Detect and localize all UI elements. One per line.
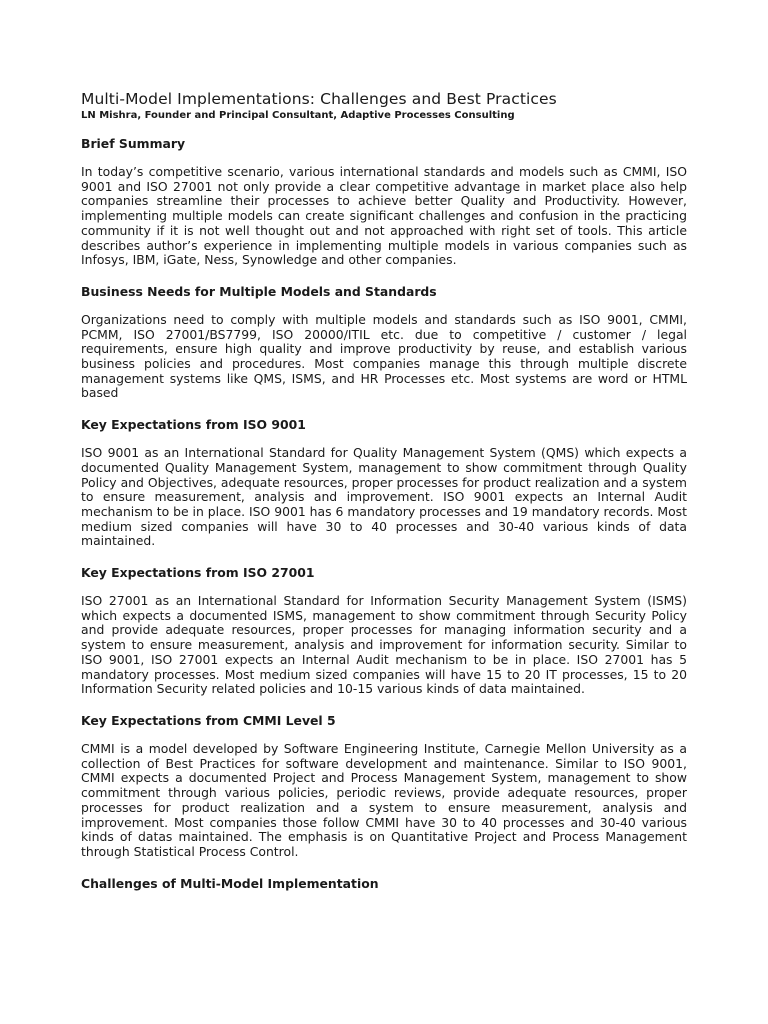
section-heading-challenges: Challenges of Multi-Model Implementation <box>81 875 379 891</box>
section-heading-iso-9001: Key Expectations from ISO 9001 <box>81 417 306 433</box>
author-line: LN Mishra, Founder and Principal Consultant, Adaptive Processes Consulting <box>81 110 515 121</box>
section-heading-cmmi-level-5: Key Expectations from CMMI Level 5 <box>81 712 336 728</box>
section-heading-business-needs: Business Needs for Multiple Models and Standards <box>81 283 437 299</box>
section-body-brief-summary: In today’s competitive scenario, various international standards and models such as CMMI, ISO 9001 and ISO 27001 not only provide a clear competitive advantage in market place also help companies streamline their processes to achieve better Quality and Productivity. However, implementing multiple models can create significant challenges and confusion in the practicing community if it is not well thought out and not approached with right set of tools. This article describes author’s experience in implementing multiple models in various companies such as Infosys, IBM, iGate, Ness, Synowledge and other companies. <box>81 164 687 268</box>
section-heading-brief-summary: Brief Summary <box>81 136 186 151</box>
section-body-business-needs: Organizations need to comply with multiple models and standards such as ISO 9001, CMMI, PCMM, ISO 27001/BS7799, ISO 20000/ITIL etc. due to competitive / customer / legal requirements, ensure high quality and improve productivity by reuse, and establish various business policies and procedures. Most companies manage this through multiple discrete management systems like QMS, ISMS, and HR Processes etc. Most systems are word or HTML based <box>81 311 687 401</box>
document-content <box>81 90 687 905</box>
section-heading-iso-27001: Key Expectations from ISO 27001 <box>81 565 315 581</box>
section-body-iso-27001: ISO 27001 as an International Standard for Information Security Management System (ISMS) which expects a documented ISMS, management to show commitment through Security Policy and provide adequate resources, proper processes for managing information security and a system to ensure measurement, analysis and improvement for information security. Similar to ISO 9001, ISO 27001 expects an Internal Audit mechanism to be in place. ISO 27001 has 5 mandatory processes. Most medium sized companies will have 15 to 20 IT processes, 15 to 20 Information Security related policies and 10-15 various kinds of data maintained. <box>81 593 687 697</box>
document-title: Multi-Model Implementations: Challenges and Best Practices <box>81 90 557 108</box>
section-body-cmmi-level-5: CMMI is a model developed by Software Engineering Institute, Carnegie Mellon University as a collection of Best Practices for software development and maintenance. Similar to ISO 9001, CMMI expects a documented Project and Process Management System, management to show commitment through various policies, periodic reviews, provide adequate resources, proper processes for product realization and a system to ensure measurement, analysis and improvement. Most companies those follow CMMI have 30 to 40 processes and 30-40 various kinds of datas maintained. The emphasis is on Quantitative Project and Process Management through Statistical Process Control. <box>81 740 687 859</box>
section-body-iso-9001: ISO 9001 as an International Standard for Quality Management System (QMS) which expects a documented Quality Management System, management to show commitment through Quality Policy and Objectives, adequate resources, proper processes for product realization and a system to ensure measurement, analysis and improvement. ISO 9001 expects an Internal Audit mechanism to be in place. ISO 9001 has 6 mandatory processes and 19 mandatory records. Most medium sized companies will have 30 to 40 processes and 30-40 various kinds of data maintained. <box>81 445 687 549</box>
